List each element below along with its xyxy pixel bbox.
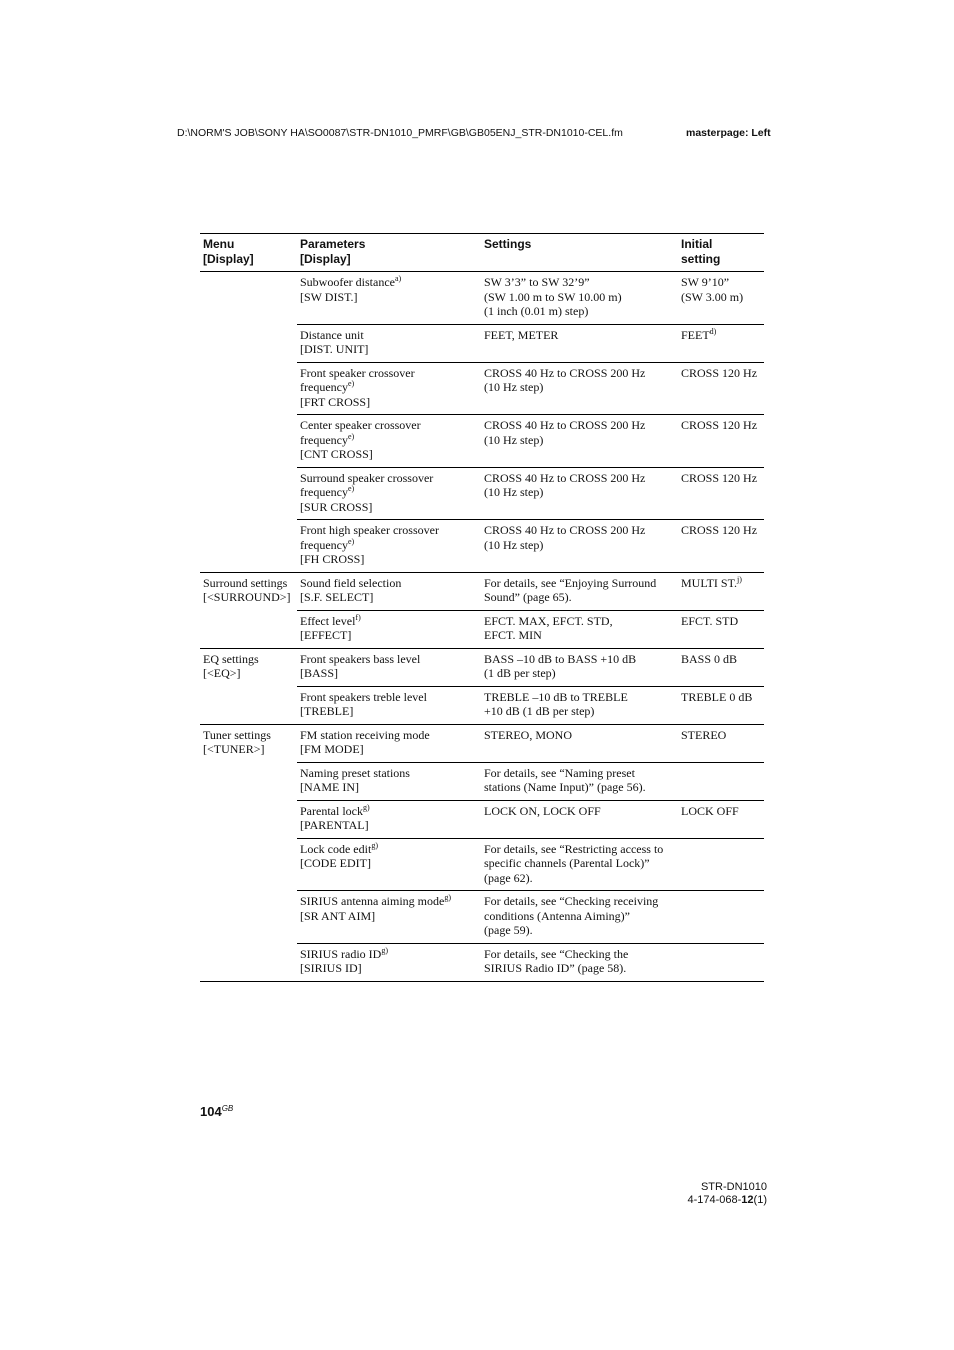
initial-setting-value: TREBLE 0 dB — [681, 689, 753, 704]
initial-setting-value: SW 9’10” (SW 3.00 m) — [681, 275, 744, 304]
initial-setting-value: LOCK OFF — [681, 803, 739, 818]
column-header-initial — [678, 234, 764, 272]
table-row — [200, 648, 764, 686]
parameter-display: [FH CROSS] — [300, 552, 365, 566]
initial-setting-value: EFCT. STD — [681, 613, 739, 628]
table-row — [200, 724, 764, 762]
parameter-name: SIRIUS antenna aiming mode — [300, 894, 445, 908]
parameter-display: [DIST. UNIT] — [300, 342, 369, 356]
initial-setting-cell — [678, 324, 764, 362]
initial-setting-cell — [678, 520, 764, 573]
parameter-cell — [297, 762, 481, 800]
settings-cell: FEET, METER — [481, 324, 678, 362]
initial-setting-cell — [678, 762, 764, 800]
parameter-name: Parental lock — [300, 803, 363, 818]
footnote-marker: a) — [394, 274, 402, 283]
settings-cell: SW 3’3” to SW 32’9” (SW 1.00 m to SW 10.00 m) (1 inch (0.01 m) step) — [484, 275, 622, 318]
column-header-settings — [481, 234, 678, 272]
initial-setting-value: FEET — [681, 327, 710, 342]
parameter-display: [PARENTAL] — [300, 818, 369, 832]
initial-setting-cell — [678, 838, 764, 891]
settings-cell: For details, see “Enjoying Surround Sound” (page 65). — [481, 572, 678, 610]
initial-setting-value: MULTI ST. — [681, 575, 738, 590]
parameter-name: Front speakers bass level — [300, 651, 421, 666]
parameter-cell — [297, 838, 481, 891]
initial-setting-cell — [678, 648, 764, 686]
column-header-label: Settings — [484, 237, 532, 251]
settings-cell: For details, see “Restricting access to specific channels (Parental Lock)” (page 62). — [481, 838, 678, 891]
parameter-cell — [297, 572, 481, 610]
settings-cell: CROSS 40 Hz to CROSS 200 Hz (10 Hz step) — [481, 415, 678, 468]
parameter-cell — [297, 272, 481, 325]
parameter-cell — [297, 686, 481, 724]
parameter-display: [SUR CROSS] — [300, 499, 373, 514]
footnote-marker: g) — [381, 945, 388, 955]
parameter-name: SIRIUS radio ID — [300, 946, 382, 961]
column-header-label: Initial setting — [681, 237, 721, 266]
model-code — [687, 1194, 767, 1207]
parameter-display: [FRT CROSS] — [300, 394, 371, 409]
settings-cell: For details, see “Checking the SIRIUS Radio ID” (page 58). — [481, 943, 678, 981]
initial-setting-value: STEREO — [681, 727, 727, 742]
parameter-name: Surround speaker crossover frequency — [300, 470, 434, 499]
footnote-marker: g) — [444, 893, 451, 902]
parameter-display: [SW DIST.] — [300, 289, 358, 304]
column-header-label: Parameters [Display] — [300, 237, 366, 266]
parameter-cell — [297, 800, 481, 838]
settings-cell: For details, see “Checking receiving conditions (Antenna Aiming)” (page 59). — [481, 891, 678, 944]
page-number-value: 104 — [200, 1104, 222, 1119]
parameter-name: FM station receiving mode — [300, 727, 430, 742]
parameter-display: [S.F. SELECT] — [300, 590, 374, 604]
parameter-cell — [297, 648, 481, 686]
initial-setting-value: CROSS 120 Hz — [681, 418, 758, 432]
parameter-name: Subwoofer distance — [300, 275, 395, 289]
initial-setting-cell — [678, 800, 764, 838]
parameter-display: [TREBLE] — [300, 704, 354, 718]
page-number — [200, 1104, 233, 1119]
initial-setting-cell — [678, 467, 764, 520]
parameter-cell — [297, 943, 481, 981]
footnote-marker: e) — [347, 536, 355, 546]
footnote-marker: g) — [371, 840, 378, 850]
parameter-name: Effect level — [300, 613, 356, 628]
footnote-marker: g) — [362, 802, 370, 812]
initial-setting-cell — [678, 686, 764, 724]
settings-cell: LOCK ON, LOCK OFF — [481, 800, 678, 838]
table-header-row — [200, 234, 764, 272]
settings-cell: EFCT. MAX, EFCT. STD, EFCT. MIN — [481, 610, 678, 648]
initial-setting-cell — [678, 610, 764, 648]
masterpage-label: masterpage: Left — [686, 127, 771, 139]
settings-cell: CROSS 40 Hz to CROSS 200 Hz (10 Hz step) — [481, 520, 678, 573]
parameter-cell — [297, 724, 481, 762]
column-header-menu — [200, 234, 297, 272]
menu-cell: Tuner settings [<TUNER>] — [200, 724, 297, 981]
parameter-display: [NAME IN] — [300, 780, 359, 794]
model-code-bold: 12 — [741, 1194, 754, 1206]
parameter-name: Front high speaker crossover frequency — [300, 523, 439, 552]
parameter-name: Sound field selection — [300, 575, 402, 590]
initial-setting-cell — [678, 943, 764, 981]
parameter-cell — [297, 324, 481, 362]
parameter-cell — [297, 467, 481, 520]
parameter-name: Lock code edit — [300, 841, 372, 856]
parameter-name: Distance unit — [300, 327, 364, 342]
menu-cell: Surround settings [<SURROUND>] — [200, 572, 297, 648]
initial-setting-cell — [678, 272, 764, 325]
file-path-header: D:\NORM'S JOB\SONY HA\SO0087\STR-DN1010_PMRF\GB\GB05ENJ_STR-DN1010-CEL.fm — [177, 127, 623, 139]
initial-setting-value: CROSS 120 Hz — [681, 523, 758, 537]
column-header-label: Menu [Display] — [203, 237, 254, 266]
initial-setting-value: CROSS 120 Hz — [681, 365, 758, 380]
parameter-name: Center speaker crossover frequency — [300, 418, 421, 447]
footnote-marker: j) — [737, 574, 742, 584]
parameter-display: [CNT CROSS] — [300, 447, 373, 461]
settings-cell: For details, see “Naming preset stations (Name Input)” (page 56). — [481, 762, 678, 800]
parameter-display: [SIRIUS ID] — [300, 961, 362, 975]
menu-cell — [200, 272, 297, 573]
initial-setting-cell — [678, 891, 764, 944]
model-info — [687, 1181, 767, 1207]
settings-cell: CROSS 40 Hz to CROSS 200 Hz (10 Hz step) — [481, 362, 678, 415]
initial-setting-cell — [678, 362, 764, 415]
parameter-display: [CODE EDIT] — [300, 856, 371, 870]
initial-setting-cell — [678, 415, 764, 468]
footnote-marker: f) — [355, 612, 361, 622]
parameter-display: [SR ANT AIM] — [300, 908, 376, 923]
menu-cell: EQ settings [<EQ>] — [200, 648, 297, 724]
parameter-cell — [297, 891, 481, 944]
parameter-cell — [297, 415, 481, 468]
settings-cell: CROSS 40 Hz to CROSS 200 Hz (10 Hz step) — [481, 467, 678, 520]
footnote-marker: e) — [347, 379, 355, 388]
settings-cell: BASS –10 dB to BASS +10 dB (1 dB per step) — [481, 648, 678, 686]
initial-setting-cell — [678, 572, 764, 610]
parameter-name: Naming preset stations — [300, 765, 410, 780]
parameter-cell — [297, 520, 481, 573]
parameter-display: [BASS] — [300, 666, 339, 680]
parameter-cell — [297, 362, 481, 415]
initial-setting-value: BASS 0 dB — [681, 651, 738, 666]
initial-setting-cell — [678, 724, 764, 762]
column-header-parameters — [297, 234, 481, 272]
parameter-display: [EFFECT] — [300, 628, 352, 642]
settings-table — [200, 233, 764, 982]
settings-cell: STEREO, MONO — [481, 724, 678, 762]
settings-cell: TREBLE –10 dB to TREBLE +10 dB (1 dB per step) — [481, 686, 678, 724]
table-row — [200, 272, 764, 325]
table-row — [200, 572, 764, 610]
model-code-suffix: (1) — [753, 1194, 767, 1206]
model-code-prefix: 4-174-068- — [687, 1194, 742, 1206]
footnote-marker: e) — [347, 431, 355, 441]
parameter-display: [FM MODE] — [300, 742, 364, 756]
initial-setting-value: CROSS 120 Hz — [681, 470, 758, 485]
footnote-marker: d) — [709, 326, 717, 336]
parameter-name: Front speakers treble level — [300, 689, 427, 704]
footnote-marker: e) — [347, 484, 355, 493]
page-number-suffix: GB — [221, 1104, 234, 1113]
parameter-name: Front speaker crossover frequency — [300, 365, 415, 394]
model-name: STR-DN1010 — [700, 1181, 767, 1193]
parameter-cell — [297, 610, 481, 648]
